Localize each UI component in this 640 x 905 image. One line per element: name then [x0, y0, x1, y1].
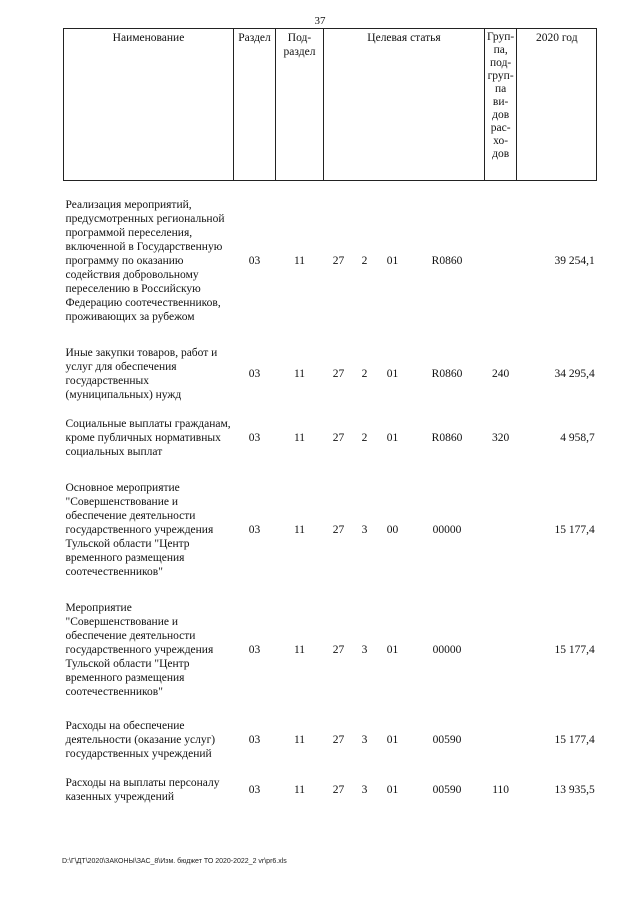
row-expense-group — [485, 591, 517, 709]
header-subsection: Под- раздел — [276, 29, 324, 181]
header-target-article: Целевая статья — [324, 29, 485, 181]
row-target-program: 27 — [332, 523, 345, 536]
row-expense-group: 320 — [492, 431, 510, 444]
row-expense-group — [485, 709, 517, 771]
row-section: 03 — [248, 523, 261, 536]
row-amount: 15 177,4 — [554, 643, 595, 656]
row-target-event: 01 — [386, 783, 399, 796]
row-target-program: 27 — [332, 783, 345, 796]
row-amount: 13 935,5 — [554, 783, 595, 796]
row-section: 03 — [248, 254, 261, 267]
row-expense-group: 110 — [492, 783, 510, 796]
header-year: 2020 год — [517, 29, 597, 181]
row-expense-group — [485, 181, 517, 341]
row-target-program: 27 — [332, 254, 345, 267]
row-expense-group: 240 — [492, 367, 510, 380]
table-body — [64, 181, 597, 809]
row-target-event: 00 — [386, 523, 399, 536]
row-target-subprogram: 3 — [361, 733, 368, 746]
row-amount: 15 177,4 — [554, 523, 595, 536]
row-subsection: 11 — [293, 367, 306, 380]
header-name: Наименование — [64, 29, 234, 181]
header-expense-group: Груп- па, под- груп- па ви- дов рас- хо- дов — [485, 29, 517, 181]
row-target-event: 01 — [386, 367, 399, 380]
row-target-event: 01 — [386, 431, 399, 444]
row-expense-group — [485, 469, 517, 591]
row-target-program: 27 — [332, 431, 345, 444]
row-target-subprogram: 3 — [361, 643, 368, 656]
row-subsection: 11 — [293, 783, 306, 796]
row-name: Основное мероприятие "Совершенствование и обеспечение деятельности государственного учреждения Тульской области "Центр временного размещения соотечественников" — [65, 481, 214, 578]
row-amount: 39 254,1 — [554, 254, 595, 267]
table-row — [64, 181, 597, 341]
row-target-event: 01 — [386, 643, 399, 656]
row-subsection: 11 — [293, 254, 306, 267]
page-number: 37 — [314, 15, 326, 27]
row-subsection: 11 — [293, 523, 306, 536]
table-row — [64, 469, 597, 591]
row-target-direction: 00590 — [432, 783, 462, 796]
footer-file-path: D:\Г\ДТ\2020\ЗАКОНЫ\ЗАС_8\Изм. бюджет ТО 2020-2022_2 vr\pr6.xls — [62, 858, 287, 865]
table-row — [64, 709, 597, 771]
table-row — [64, 591, 597, 709]
row-target-event: 01 — [386, 733, 399, 746]
row-section: 03 — [248, 431, 261, 444]
row-name: Расходы на выплаты персоналу казенных учреждений — [65, 776, 220, 803]
row-target-program: 27 — [332, 367, 345, 380]
row-target-direction: 00000 — [432, 643, 462, 656]
row-target-event: 01 — [386, 254, 399, 267]
table-row — [64, 407, 597, 469]
row-amount: 34 295,4 — [554, 367, 595, 380]
row-name: Иные закупки товаров, работ и услуг для обеспечения государственных (муниципальных) нужд — [65, 346, 218, 401]
row-target-subprogram: 2 — [361, 254, 368, 267]
row-section: 03 — [248, 643, 261, 656]
table-row — [64, 341, 597, 407]
row-target-subprogram: 3 — [361, 783, 368, 796]
row-amount: 15 177,4 — [554, 733, 595, 746]
row-name: Социальные выплаты гражданам, кроме публичных нормативных социальных выплат — [65, 417, 231, 458]
row-target-direction: R0860 — [431, 431, 463, 444]
row-target-program: 27 — [332, 733, 345, 746]
row-name: Расходы на обеспечение деятельности (оказание услуг) государственных учреждений — [65, 719, 216, 760]
row-subsection: 11 — [293, 733, 306, 746]
row-target-program: 27 — [332, 643, 345, 656]
row-name: Мероприятие "Совершенствование и обеспечение деятельности государственного учреждения Тульской области "Центр временного размещения соотечественников" — [65, 601, 214, 698]
row-target-subprogram: 2 — [361, 431, 368, 444]
row-target-direction: 00590 — [432, 733, 462, 746]
budget-table — [63, 28, 597, 809]
row-target-direction: R0860 — [431, 367, 463, 380]
row-section: 03 — [248, 783, 261, 796]
row-target-direction: 00000 — [432, 523, 462, 536]
table-row — [64, 771, 597, 809]
row-subsection: 11 — [293, 431, 306, 444]
row-name: Реализация мероприятий, предусмотренных региональной программой переселения, включенной в Государственную программу по оказанию содействия добровольному переселению в Российскую Федерацию соотечественников, проживающих за рубежом — [65, 198, 225, 323]
header-section: Раздел — [234, 29, 276, 181]
row-target-subprogram: 3 — [361, 523, 368, 536]
row-target-subprogram: 2 — [361, 367, 368, 380]
row-subsection: 11 — [293, 643, 306, 656]
row-section: 03 — [248, 367, 261, 380]
row-target-direction: R0860 — [431, 254, 463, 267]
row-section: 03 — [248, 733, 261, 746]
row-amount: 4 958,7 — [560, 431, 595, 444]
